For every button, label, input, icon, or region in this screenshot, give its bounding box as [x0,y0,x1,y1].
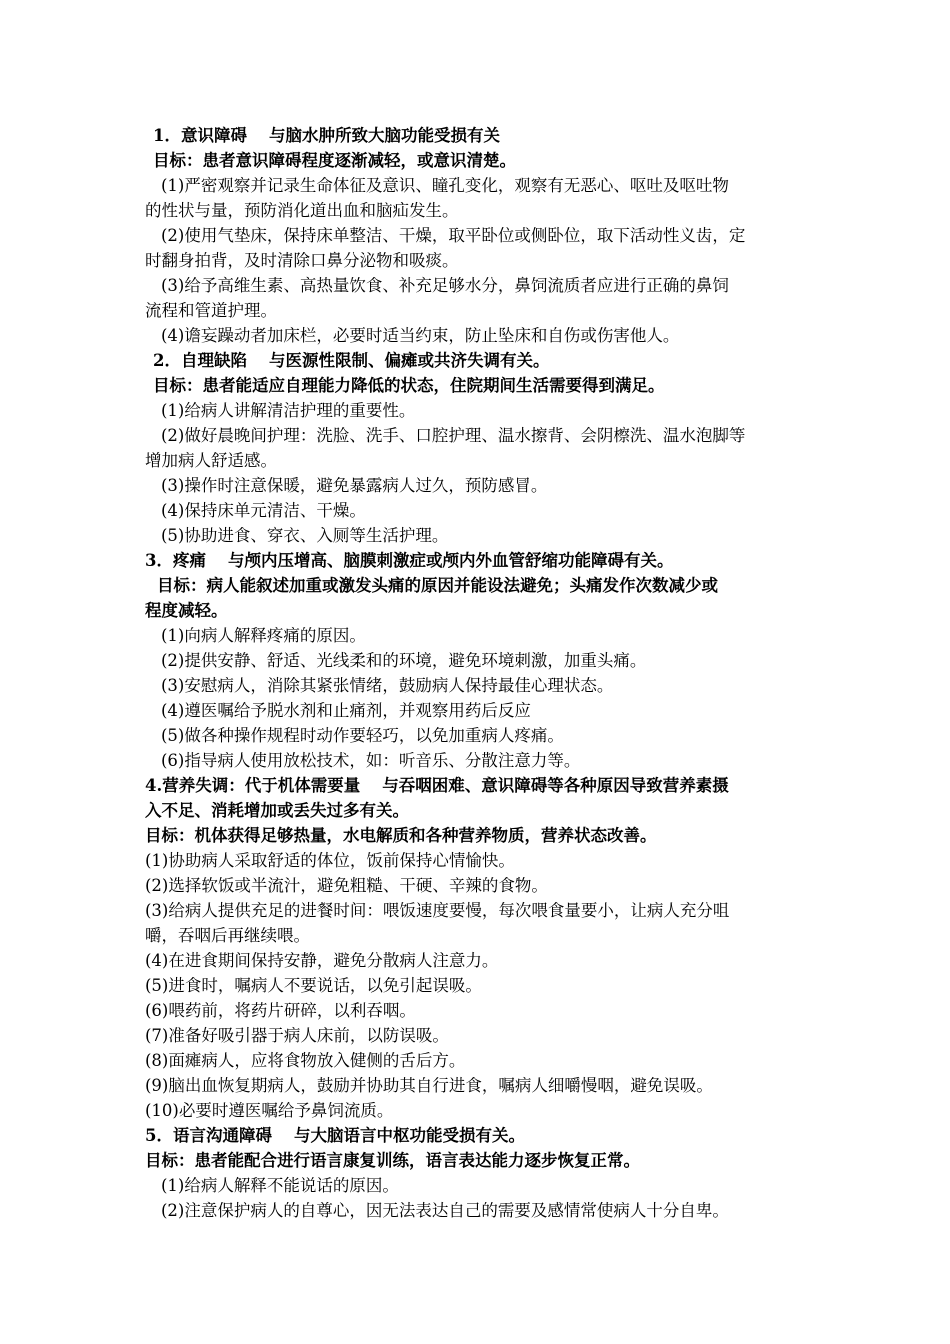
list-item: (7)准备好吸引器于病人床前，以防误吸。 [145,1026,449,1045]
list-item: 流程和管道护理。 [145,301,277,320]
section-3-heading: 3．疼痛 与颅内压增高、脑膜刺激症或颅内外血管舒缩功能障碍有关。 [145,551,674,570]
section-4-goal: 目标：机体获得足够热量，水电解质和各种营养物质，营养状态改善。 [145,826,657,845]
list-item: (1)协助病人采取舒适的体位，饭前保持心情愉快。 [145,851,515,870]
list-item: (3)安慰病人，消除其紧张情绪，鼓励病人保持最佳心理状态。 [161,676,614,695]
list-item: (4)遵医嘱给予脱水剂和止痛剂，并观察用药后反应 [161,701,531,720]
list-item: 增加病人舒适感。 [145,451,277,470]
list-item: 嚼，吞咽后再继续喂。 [145,926,310,945]
list-item: 的性状与量，预防消化道出血和脑疝发生。 [145,201,459,220]
list-item: (5)进食时，嘱病人不要说话，以免引起误吸。 [145,976,482,995]
list-item: (3)给病人提供充足的进餐时间：喂饭速度要慢，每次喂食量要小，让病人充分咀 [145,901,730,920]
list-item: (2)使用气垫床，保持床单整洁、干燥，取平卧位或侧卧位，取下活动性义齿，定 [161,226,746,245]
list-item: (6)指导病人使用放松技术，如：听音乐、分散注意力等。 [161,751,581,770]
section-4-heading-cont: 入不足、消耗增加或丢失过多有关。 [145,801,409,820]
section-4-heading: 4.营养失调：代于机体需要量 与吞咽困难、意识障碍等各种原因导致营养素摄 [145,776,729,795]
list-item: (10)必要时遵医嘱给予鼻饲流质。 [145,1101,394,1120]
section-3-goal-cont: 程度减轻。 [145,601,228,620]
section-5-goal: 目标：患者能配合进行语言康复训练，语言表达能力逐步恢复正常。 [145,1151,640,1170]
list-item: (9)脑出血恢复期病人，鼓励并协助其自行进食，嘱病人细嚼慢咽，避免误吸。 [145,1076,713,1095]
list-item: (1)严密观察并记录生命体征及意识、瞳孔变化，观察有无恶心、呕吐及呕吐物 [161,176,729,195]
section-1-goal: 目标：患者意识障碍程度逐渐减轻，或意识清楚。 [153,151,516,170]
list-item: (8)面瘫病人，应将食物放入健侧的舌后方。 [145,1051,466,1070]
section-3-goal: 目标：病人能叙述加重或激发头痛的原因并能设法避免；头痛发作次数减少或 [157,576,718,595]
list-item: (2)做好晨晚间护理：洗脸、洗手、口腔护理、温水擦背、会阴檫洗、温水泡脚等 [161,426,746,445]
list-item: (1)给病人讲解清洁护理的重要性。 [161,401,416,420]
list-item: (4)谵妄躁动者加床栏，必要时适当约束，防止坠床和自伤或伤害他人。 [161,326,680,345]
list-item: (3)操作时注意保暖，避免暴露病人过久，预防感冒。 [161,476,548,495]
list-item: (4)在进食期间保持安静，避免分散病人注意力。 [145,951,499,970]
list-item: (1)给病人解释不能说话的原因。 [161,1176,399,1195]
section-2-goal: 目标：患者能适应自理能力降低的状态，住院期间生活需要得到满足。 [153,376,665,395]
list-item: (2)注意保护病人的自尊心，因无法表达自己的需要及感情常使病人十分自卑。 [161,1201,729,1220]
list-item: (6)喂药前，将药片研碎，以利吞咽。 [145,1001,416,1020]
section-2-heading: 2．自理缺陷 与医源性限制、偏瘫或共济失调有关。 [153,351,550,370]
section-1-heading: 1．意识障碍 与脑水肿所致大脑功能受损有关 [153,126,500,145]
section-5-heading: 5．语言沟通障碍 与大脑语言中枢功能受损有关。 [145,1126,525,1145]
list-item: (3)给予高维生素、高热量饮食、补充足够水分，鼻饲流质者应进行正确的鼻饲 [161,276,729,295]
list-item: (2)提供安静、舒适、光线柔和的环境，避免环境刺激，加重头痛。 [161,651,647,670]
list-item: (1)向病人解释疼痛的原因。 [161,626,366,645]
list-item: (5)做各种操作规程时动作要轻巧，以免加重病人疼痛。 [161,726,564,745]
list-item: (2)选择软饭或半流汁，避免粗糙、干硬、辛辣的食物。 [145,876,548,895]
list-item: (4)保持床单元清洁、干燥。 [161,501,366,520]
list-item: (5)协助进食、穿衣、入厕等生活护理。 [161,526,449,545]
list-item: 时翻身拍背，及时清除口鼻分泌物和吸痰。 [145,251,459,270]
